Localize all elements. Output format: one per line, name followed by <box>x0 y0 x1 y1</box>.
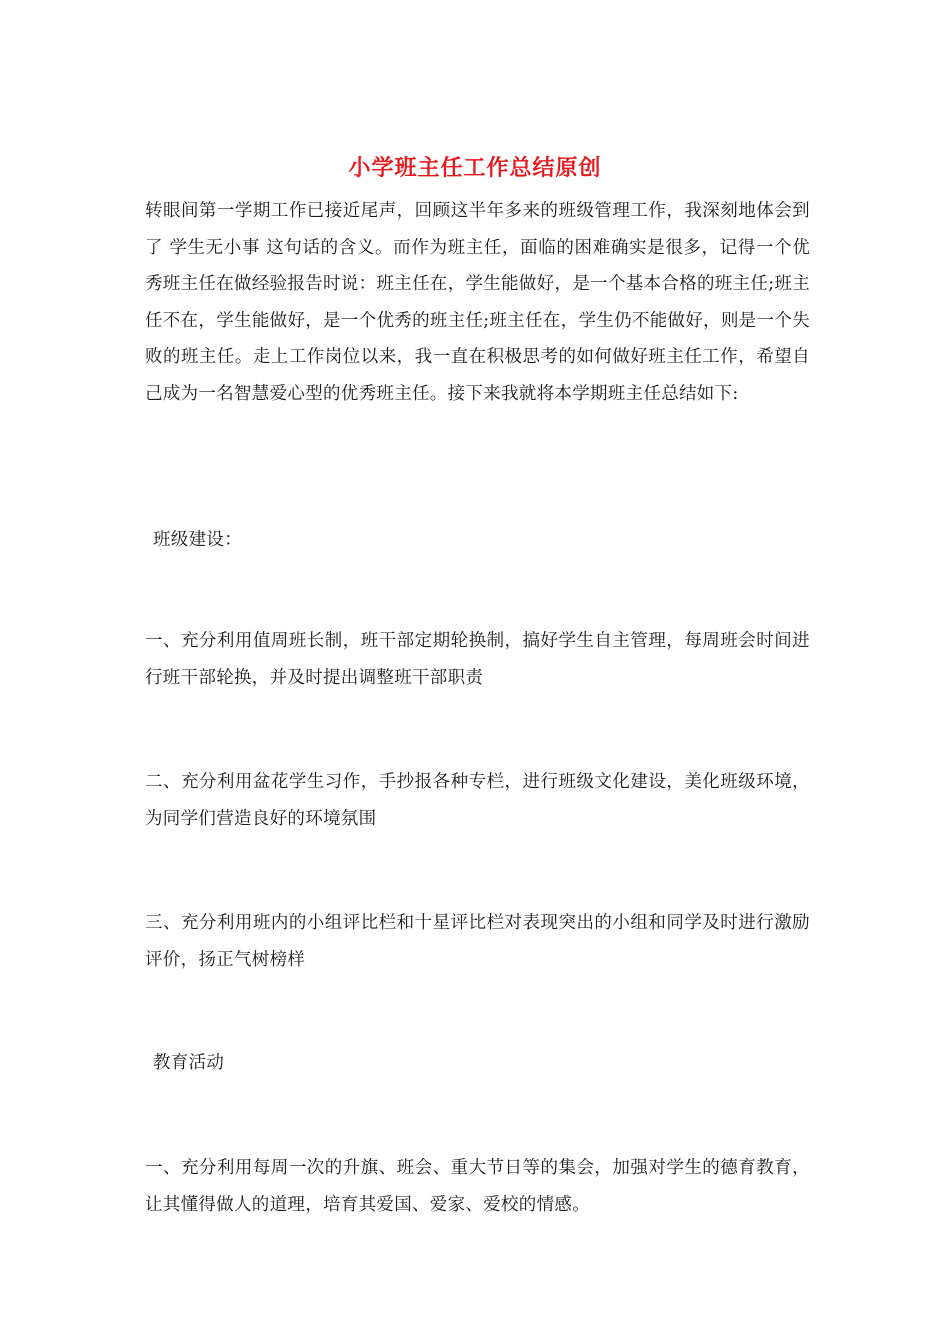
class-building-item-2: 二、充分利用盆花学生习作，手抄报各种专栏，进行班级文化建设，美化班级环境，为同学们营造良好的环境氛围 <box>145 772 810 829</box>
class-building-item-3: 三、充分利用班内的小组评比栏和十星评比栏对表现突出的小组和同学及时进行激励评价，扬正气树榜样 <box>145 913 810 970</box>
section-heading-education-activities: 教育活动 <box>153 1053 225 1073</box>
education-activities-item-1: 一、充分利用每周一次的升旗、班会、重大节日等的集会，加强对学生的德育教育，让其懂得做人的道理，培育其爱国、爱家、爱校的情感。 <box>145 1158 810 1215</box>
class-building-item-1: 一、充分利用值周班长制，班干部定期轮换制，搞好学生自主管理，每周班会时间进行班干部轮换，并及时提出调整班干部职责 <box>145 631 810 688</box>
intro-paragraph: 转眼间第一学期工作已接近尾声，回顾这半年多来的班级管理工作，我深刻地体会到了 学生无小事 这句话的含义。而作为班主任，面临的困难确实是很多，记得一个优秀班主任在做经验报告时说：班主任在，学生能做好，是一个基本合格的班主任;班主任不在，学生能做好，是一个优秀的班主任;班主任在，学生仍不能做好，则是一个失败的班主任。走上工作岗位以来，我一直在积极思考的如何做好班主任工作，希望自己成为一名智慧爱心型的优秀班主任。接下来我就将本学期班主任总结如下: <box>145 201 810 404</box>
document-title: 小学班主任工作总结原创 <box>348 155 602 181</box>
section-heading-class-building: 班级建设： <box>153 530 242 550</box>
